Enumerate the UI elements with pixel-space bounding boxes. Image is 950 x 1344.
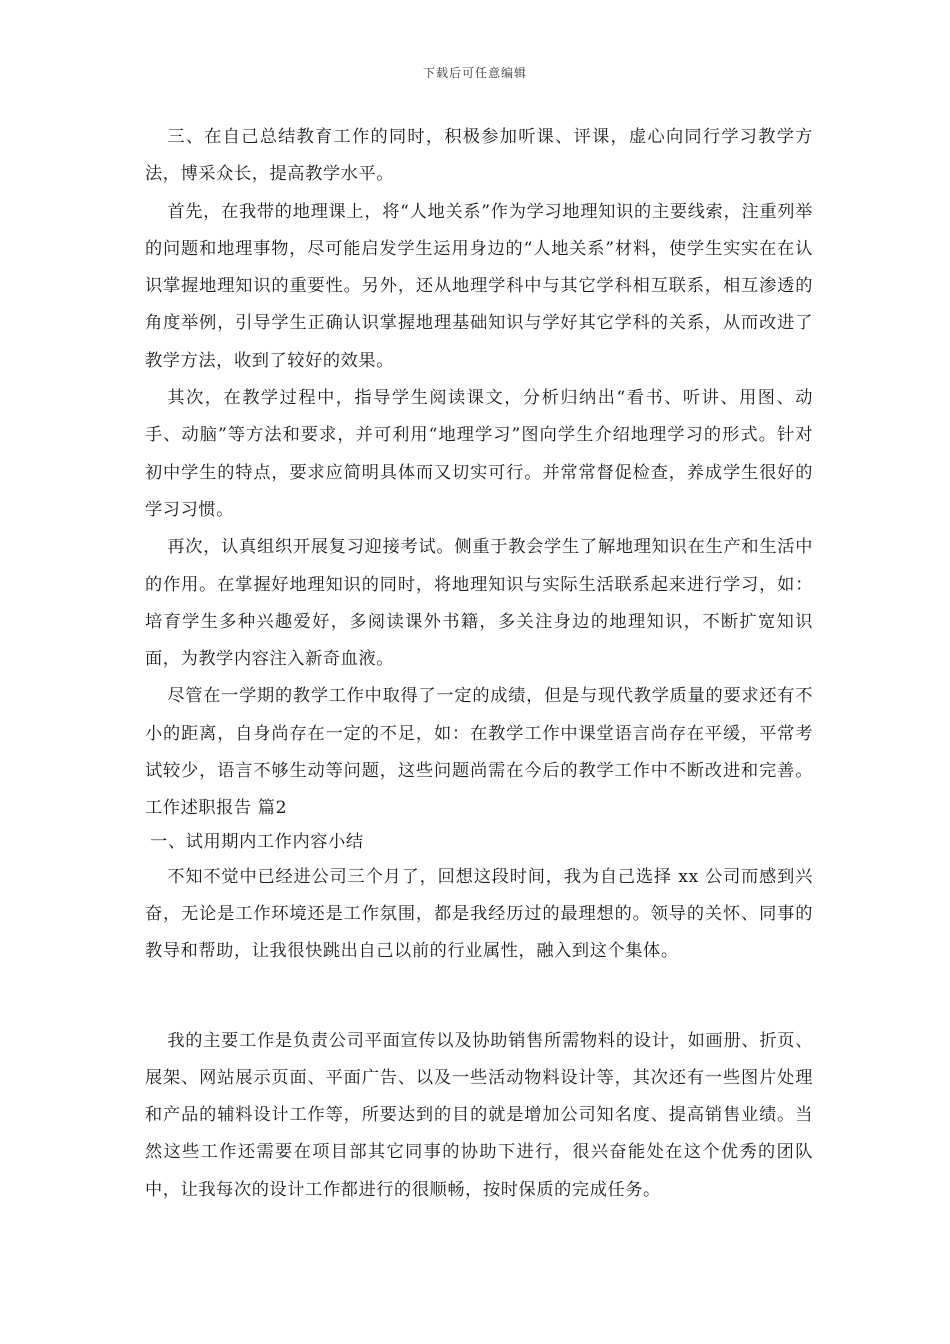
paragraph-intro-section-three: 三、在自己总结教育工作的同时，积极参加听课、评课，虚心向同行学习教学方法，博采众长，提高教学水平。 xyxy=(145,127,813,185)
paragraph-firstly: 首先，在我带的地理课上，将“人地关系”作为学习地理知识的主要线索，注重列举的问题和地理事物，尽可能启发学生运用身边的“人地关系”材料，使学生实实在在认识掌握地理知识的重要性。另外，还从地理学科中与其它学科相互联系，相互渗透的角度举例，引导学生正确认识掌握地理基础知识与学好其它学科的关系，从而改进了教学方法，收到了较好的效果。 xyxy=(145,201,813,371)
paragraph-secondly: 其次，在教学过程中，指导学生阅读课文，分析归纳出“看书、听讲、用图、动手、动脑”等方法和要求，并可利用“地理学习”图向学生介绍地理学习的形式。针对初中学生的特点，要求应简明具体而又切实可行。并常常督促检查，养成学生很好的学习习惯。 xyxy=(145,388,813,520)
section-heading-probation-summary: 一、试用期内工作内容小结 xyxy=(150,831,364,852)
paragraph-main-work: 我的主要工作是负责公司平面宣传以及协助销售所需物料的设计，如画册、折页、展架、网站展示页面、平面广告、以及一些活动物料设计等，其次还有一些图片处理和产品的辅料设计工作等，所要达到的目的就是增加公司知名度、提高销售业绩。当然这些工作还需要在项目部其它同事的协助下进行，很兴奋能处在这个优秀的团队中，让我每次的设计工作都进行的很顺畅，按时保质的完成任务。 xyxy=(145,1030,813,1200)
paragraph-summary: 尽管在一学期的教学工作中取得了一定的成绩，但是与现代教学质量的要求还有不小的距离，自身尚存在一定的不足，如：在教学工作中课堂语言尚存在平缓，平常考试较少，语言不够生动等问题，这些问题尚需在今后的教学工作中不断改进和完善。工作述职报告 篇2 xyxy=(145,686,813,819)
paragraph-thirdly: 再次，认真组织开展复习迎接考试。侧重于教会学生了解地理知识在生产和生活中的作用。在掌握好地理知识的同时，将地理知识与实际生活联系起来进行学习，如：培育学生多种兴趣爱好，多阅读课外书籍，多关注身边的地理知识，不断扩宽知识面，为教学内容注入新奇血液。 xyxy=(145,537,813,670)
document-body xyxy=(145,119,813,1209)
paragraph-joining-company: 不知不觉中已经进公司三个月了，回想这段时间，我为自己选择 xx 公司而感到兴奋，无论是工作环境还是工作氛围，都是我经历过的最理想的。领导的关怀、同事的教导和帮助，让我很快跳出自己以前的行业属性，融入到这个集体。 xyxy=(145,866,813,962)
page-header-note: 下载后可任意编辑 xyxy=(422,66,527,80)
